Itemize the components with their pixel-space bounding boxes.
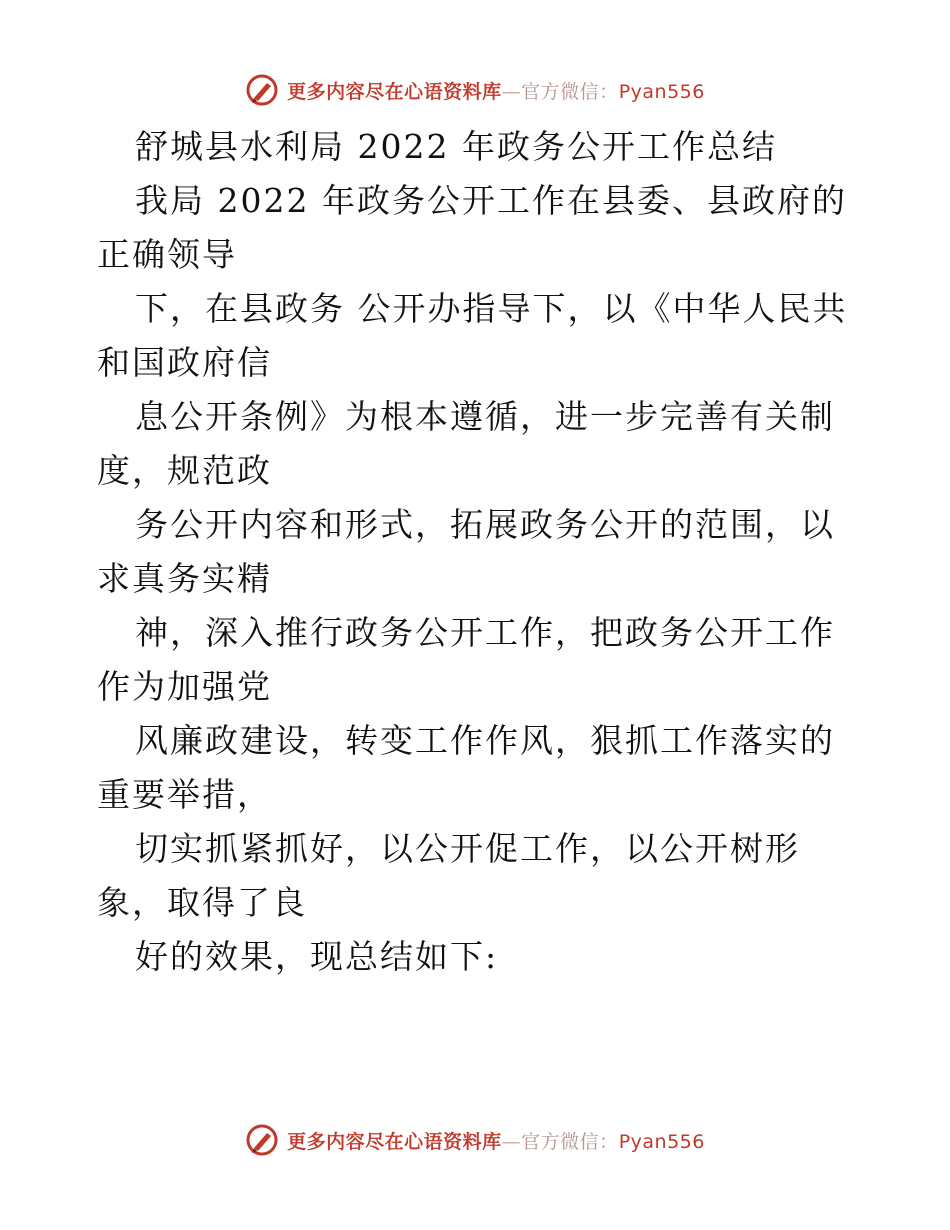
paragraph-line: 神，深入推行政务公开工作，把政务公开工作作为加强党 [97, 613, 835, 706]
pen-logo-icon [245, 1123, 279, 1157]
document-body [97, 120, 857, 984]
paragraph-line: 风廉政建设，转变工作作风，狠抓工作落实的重要举措， [97, 721, 835, 814]
paragraph-line: 息公开条例》为根本遵循，进一步完善有关制度，规范政 [97, 397, 835, 490]
paragraph-line: 务公开内容和形式，拓展政务公开的范围，以求真务实精 [97, 505, 835, 598]
paragraph-line: 下，在县政务 公开办指导下，以《中华人民共和国政府信 [97, 289, 848, 382]
watermark-text: 更多内容尽在心语资料库—官方微信：Pyan556 [287, 1130, 705, 1153]
watermark-text: 更多内容尽在心语资料库—官方微信：Pyan556 [287, 80, 705, 103]
paragraph-line: 我局 2022 年政务公开工作在县委、县政府的正确领导 [97, 181, 847, 274]
document-title: 舒城县水利局 2022 年政务公开工作总结 [135, 127, 777, 166]
paragraph-line: 切实抓紧抓好，以公开促工作，以公开树形象，取得了良 [97, 829, 800, 922]
header-watermark [0, 70, 950, 110]
footer-watermark [0, 1120, 950, 1160]
pen-logo-icon [245, 73, 279, 107]
paragraph-line: 好的效果，现总结如下: [135, 937, 499, 976]
